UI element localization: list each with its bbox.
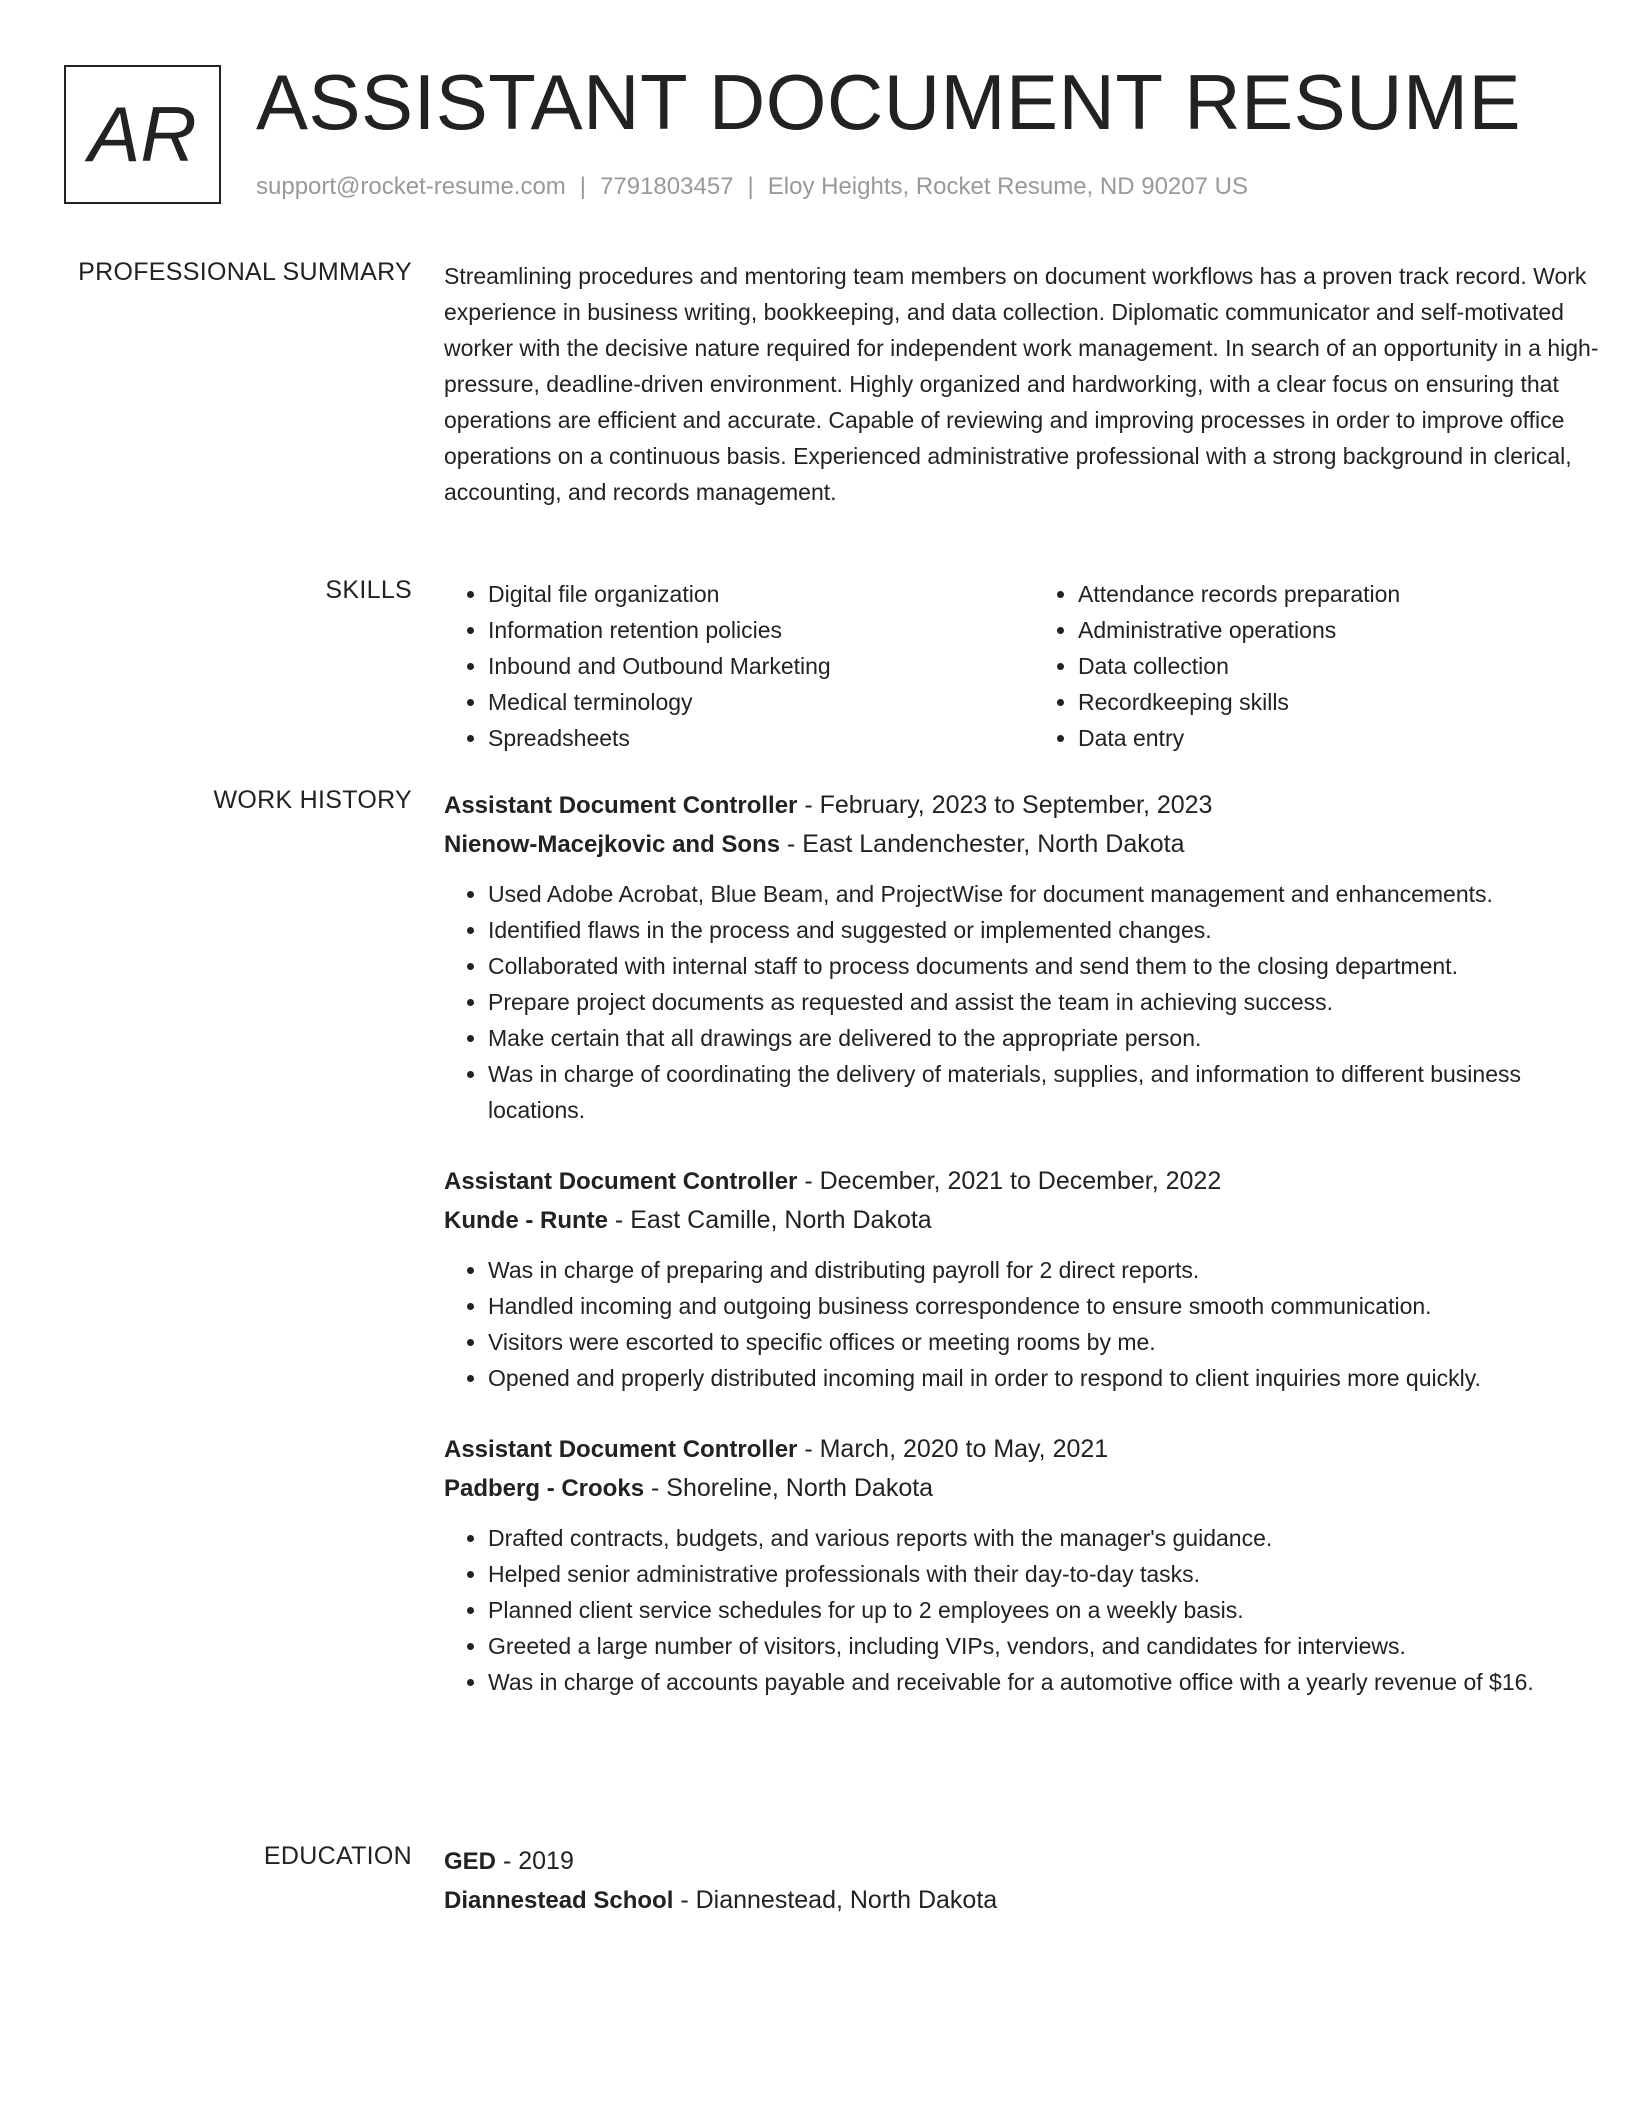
skill-item: • Medical terminology bbox=[488, 684, 1034, 720]
job-entry bbox=[444, 1162, 1624, 1396]
job-bullet: • Make certain that all drawings are delivered to the appropriate person. bbox=[488, 1020, 1624, 1056]
skill-item: • Recordkeeping skills bbox=[1078, 684, 1624, 720]
job-title-line bbox=[444, 1162, 1624, 1201]
job-title: Assistant Document Controller bbox=[444, 792, 798, 819]
job-bullet: • Opened and properly distributed incoming mail in order to respond to client inquiries more quickly. bbox=[488, 1360, 1624, 1396]
skill-item: • Digital file organization bbox=[488, 576, 1034, 612]
skills-body bbox=[444, 576, 1624, 756]
education-school-line bbox=[444, 1881, 1624, 1920]
job-company: Kunde - Runte bbox=[444, 1207, 608, 1234]
job-bullet: • Was in charge of preparing and distributing payroll for 2 direct reports. bbox=[488, 1252, 1624, 1288]
education-location: - Diannestead, North Dakota bbox=[673, 1886, 998, 1914]
skill-item: • Attendance records preparation bbox=[1078, 576, 1624, 612]
job-dates: - February, 2023 to September, 2023 bbox=[797, 791, 1213, 819]
job-bullet: • Drafted contracts, budgets, and various reports with the manager's guidance. bbox=[488, 1520, 1624, 1556]
job-entry bbox=[444, 1430, 1624, 1700]
job-bullets bbox=[444, 1252, 1624, 1396]
monogram-badge: AR bbox=[64, 65, 221, 204]
job-bullets bbox=[444, 876, 1624, 1128]
education-degree: GED bbox=[444, 1848, 497, 1875]
skill-item: • Spreadsheets bbox=[488, 720, 1034, 756]
contact-phone: 7791803457 bbox=[600, 173, 734, 200]
skill-item: • Data entry bbox=[1078, 720, 1624, 756]
job-company-line bbox=[444, 1469, 1624, 1508]
job-bullet: • Planned client service schedules for up to 2 employees on a weekly basis. bbox=[488, 1592, 1624, 1628]
education-year: - 2019 bbox=[496, 1847, 574, 1875]
contact-email: support@rocket-resume.com bbox=[256, 173, 566, 200]
contact-separator: | bbox=[579, 173, 587, 200]
job-title: Assistant Document Controller bbox=[444, 1436, 798, 1463]
job-bullet: • Visitors were escorted to specific offices or meeting rooms by me. bbox=[488, 1324, 1624, 1360]
work-history-heading: WORK HISTORY bbox=[213, 786, 412, 814]
job-bullet: • Identified flaws in the process and suggested or implemented changes. bbox=[488, 912, 1624, 948]
job-bullet: • Prepare project documents as requested and assist the team in achieving success. bbox=[488, 984, 1624, 1020]
job-dates: - December, 2021 to December, 2022 bbox=[797, 1167, 1222, 1195]
resume-title: ASSISTANT DOCUMENT RESUME bbox=[256, 58, 1521, 146]
job-dates: - March, 2020 to May, 2021 bbox=[797, 1435, 1109, 1463]
skills-list-left bbox=[444, 576, 1034, 756]
job-bullet: • Was in charge of accounts payable and receivable for a automotive office with a yearly revenue of $16. bbox=[488, 1664, 1624, 1700]
job-location: - East Camille, North Dakota bbox=[607, 1206, 932, 1234]
work-history-body bbox=[444, 786, 1624, 1734]
summary-body bbox=[444, 258, 1624, 510]
skill-item: • Information retention policies bbox=[488, 612, 1034, 648]
job-company: Padberg - Crooks bbox=[444, 1475, 645, 1502]
job-company-line bbox=[444, 825, 1624, 864]
skill-item: • Administrative operations bbox=[1078, 612, 1624, 648]
skill-item: • Inbound and Outbound Marketing bbox=[488, 648, 1034, 684]
contact-line bbox=[256, 173, 1248, 201]
job-company: Nienow-Macejkovic and Sons bbox=[444, 831, 781, 858]
education-school: Diannestead School bbox=[444, 1887, 674, 1914]
job-bullet: • Greeted a large number of visitors, including VIPs, vendors, and candidates for interviews. bbox=[488, 1628, 1624, 1664]
skills-heading: SKILLS bbox=[325, 576, 412, 604]
job-bullet: • Was in charge of coordinating the delivery of materials, supplies, and information to different business locations. bbox=[488, 1056, 1624, 1128]
job-company-line bbox=[444, 1201, 1624, 1240]
job-bullet: • Helped senior administrative professionals with their day-to-day tasks. bbox=[488, 1556, 1624, 1592]
skills-list-right bbox=[1034, 576, 1624, 756]
job-bullet: • Handled incoming and outgoing business correspondence to ensure smooth communication. bbox=[488, 1288, 1624, 1324]
job-title-line bbox=[444, 786, 1624, 825]
job-title: Assistant Document Controller bbox=[444, 1168, 798, 1195]
education-degree-line bbox=[444, 1842, 1624, 1881]
job-entry bbox=[444, 786, 1624, 1128]
job-bullet: • Collaborated with internal staff to process documents and send them to the closing department. bbox=[488, 948, 1624, 984]
job-location: - Shoreline, North Dakota bbox=[644, 1474, 934, 1502]
contact-separator: | bbox=[747, 173, 754, 200]
job-bullet: • Used Adobe Acrobat, Blue Beam, and ProjectWise for document management and enhancements. bbox=[488, 876, 1624, 912]
education-body bbox=[444, 1842, 1624, 1920]
contact-address: Eloy Heights, Rocket Resume, ND 90207 US bbox=[767, 173, 1248, 200]
job-bullets bbox=[444, 1520, 1624, 1700]
job-location: - East Landenchester, North Dakota bbox=[780, 830, 1185, 858]
education-heading: EDUCATION bbox=[263, 1842, 412, 1870]
summary-heading: PROFESSIONAL SUMMARY bbox=[78, 258, 412, 286]
job-title-line bbox=[444, 1430, 1624, 1469]
skill-item: • Data collection bbox=[1078, 648, 1624, 684]
resume-header bbox=[64, 58, 1564, 210]
summary-text: Streamlining procedures and mentoring team members on document workflows has a proven track record. Work experience in business writing, bookkeeping, and data collection. Diplomatic communicator and self-motivated worker with the decisive nature required for independent work management. In search of an opportunity in a high-pressure, deadline-driven environment. Highly organized and hardworking, with a clear focus on ensuring that operations are efficient and accurate. Capable of reviewing and improving processes in order to improve office operations on a continuous basis. Experienced administrative professional with a strong background in clerical, accounting, and records management. bbox=[444, 263, 1599, 505]
